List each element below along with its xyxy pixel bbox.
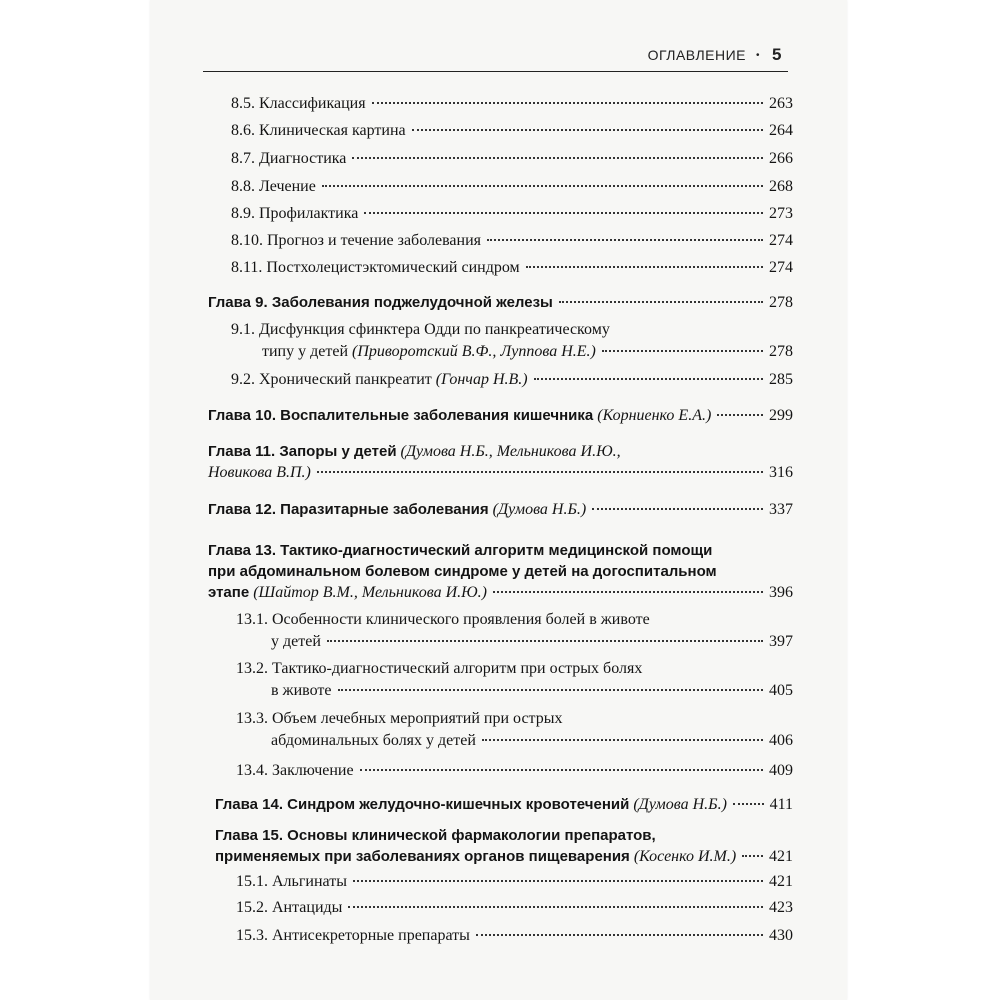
- authors: (Шайтор В.М., Мельникова И.Ю.): [253, 584, 487, 601]
- toc-chapter: Глава 14. Синдром желудочно-кишечных кровотечений (Думова Н.Б.) 411: [215, 796, 793, 813]
- toc-chapter-line: Глава 15. Основы клинической фармакологии препаратов,: [215, 827, 656, 844]
- toc-entry: 8.10. Прогноз и течение заболевания 274: [231, 232, 793, 249]
- authors: (Приворотский В.Ф., Луппова Н.Е.): [352, 343, 596, 360]
- toc-entry-line: 13.1. Особенности клинического проявления болей в животе: [236, 611, 650, 628]
- toc-entry: типу у детей (Приворотский В.Ф., Луппова Н.Е.) 278: [262, 343, 793, 360]
- toc-entry: 8.8. Лечение 268: [231, 178, 793, 195]
- authors: (Думова Н.Б.): [633, 796, 727, 813]
- toc-entry: 9.2. Хронический панкреатит (Гончар Н.В.) 285: [231, 371, 793, 388]
- toc-entry: 8.9. Профилактика 273: [231, 205, 793, 222]
- toc-entry-line: 13.3. Объем лечебных мероприятий при острых: [236, 710, 563, 727]
- toc-chapter: этапе (Шайтор В.М., Мельникова И.Ю.) 396: [208, 584, 793, 601]
- toc-entry: 15.2. Антациды 423: [236, 899, 793, 916]
- authors: (Косенко И.М.): [633, 848, 737, 865]
- toc-chapter: применяемых при заболеваниях органов пищеварения (Косенко И.М.) 421: [215, 848, 793, 865]
- toc-chapter-line: при абдоминальном болевом синдроме у детей на догоспитальном: [208, 563, 717, 580]
- toc-chapter-line: Глава 13. Тактико-диагностический алгоритм медицинской помощи: [208, 542, 713, 559]
- toc-chapter: Глава 12. Паразитарные заболевания (Думова Н.Б.) 337: [208, 501, 793, 518]
- authors: (Корниенко Е.А.): [597, 407, 712, 424]
- toc-entry: 8.11. Постхолецистэктомический синдром 274: [231, 259, 793, 276]
- running-title: ОГЛАВЛЕНИЕ: [647, 47, 747, 63]
- toc-entry: в животе 405: [271, 682, 793, 699]
- toc-chapter: Глава 10. Воспалительные заболевания кишечника (Корниенко Е.А.) 299: [208, 407, 793, 424]
- page-number: 5: [772, 45, 782, 64]
- toc-entry-line: 13.2. Тактико-диагностический алгоритм при острых болях: [236, 660, 643, 677]
- toc-chapter-line: Глава 11. Запоры у детей (Думова Н.Б., Мельникова И.Ю.,: [208, 443, 621, 460]
- toc-entry: 15.1. Альгинаты 421: [236, 873, 793, 890]
- toc-entry: 8.6. Клиническая картина 264: [231, 122, 793, 139]
- toc-entry: 8.5. Классификация 263: [231, 95, 793, 112]
- authors: (Думова Н.Б.): [492, 501, 587, 518]
- toc-entry: 15.3. Антисекреторные препараты 430: [236, 927, 793, 944]
- toc-chapter: Новикова В.П.) 316: [208, 464, 793, 481]
- toc-entry: абдоминальных болях у детей 406: [271, 732, 793, 749]
- toc-entry: у детей 397: [271, 633, 793, 650]
- toc-chapter: Глава 9. Заболевания поджелудочной железы 278: [208, 294, 793, 311]
- toc-entry: 13.4. Заключение 409: [236, 762, 793, 779]
- authors: (Гончар Н.В.): [435, 371, 528, 388]
- header-separator: •: [756, 49, 761, 61]
- toc-entry-line: 9.1. Дисфункция сфинктера Одди по панкреатическому: [231, 321, 610, 338]
- toc-entry: 8.7. Диагностика 266: [231, 150, 793, 167]
- authors: Новикова В.П.): [208, 464, 311, 481]
- authors: (Думова Н.Б., Мельникова И.Ю.,: [400, 443, 621, 460]
